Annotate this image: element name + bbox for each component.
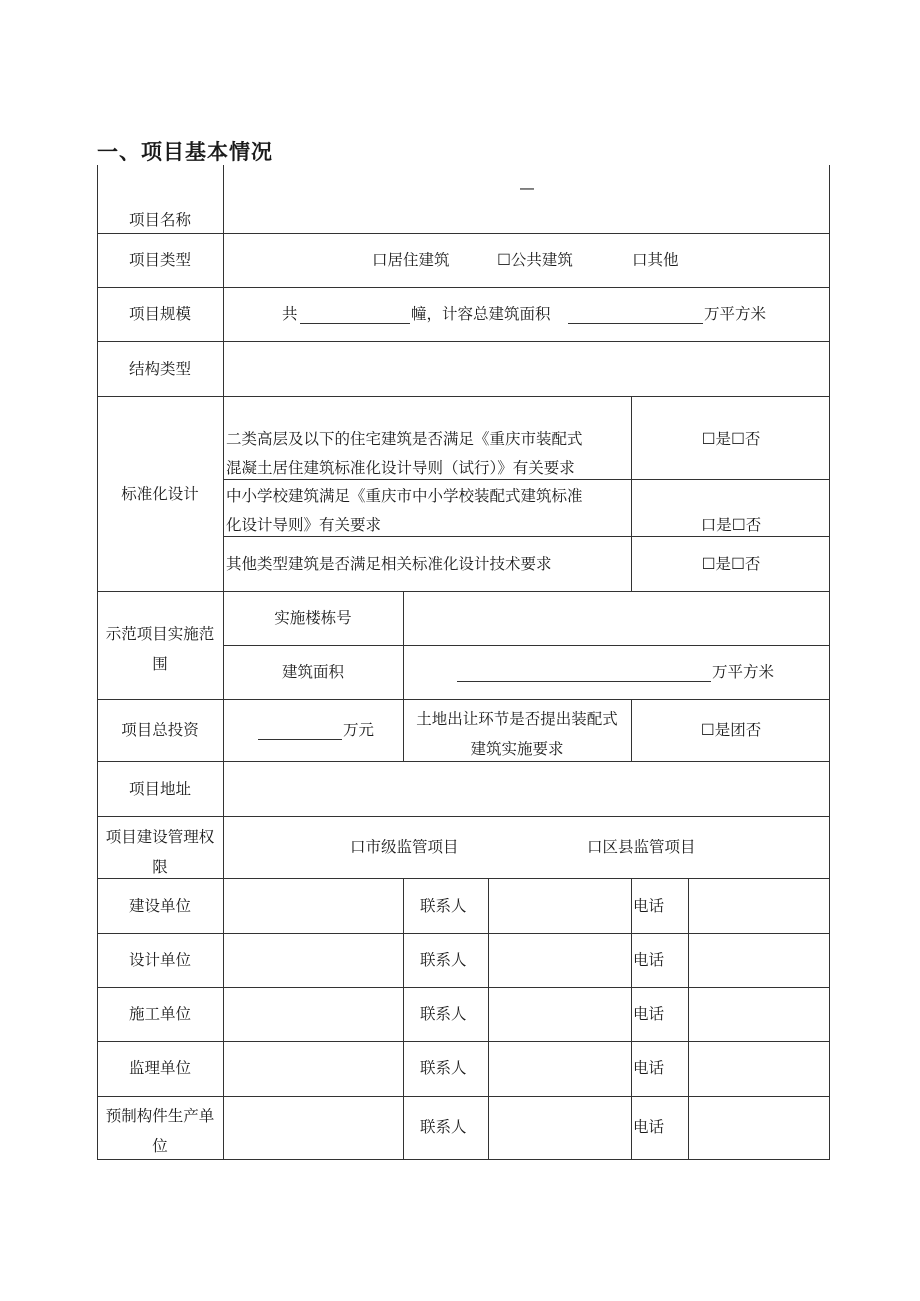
standard-q1-answer[interactable]: ☐是☐否 (701, 430, 761, 448)
row-line (97, 987, 830, 988)
investment-amount-blank[interactable] (258, 739, 342, 740)
label-column-divider (223, 165, 224, 1160)
project-address-label: 项目地址 (128, 780, 192, 798)
standard-q1-line1: 二类高层及以下的住宅建筑是否满足《重庆市装配式 (226, 430, 583, 448)
standard-q3: 其他类型建筑是否满足相关标准化设计技术要求 (226, 555, 552, 573)
authority-option-municipal[interactable]: 口市级监管项目 (350, 838, 459, 856)
land-transfer-answer[interactable]: ☐是团否 (700, 721, 762, 739)
prefab-unit-label-line1: 预制构件生产单 (105, 1107, 215, 1125)
row-line (97, 878, 830, 879)
row-line (223, 645, 830, 646)
builder-unit-label: 施工单位 (128, 1005, 192, 1023)
standard-design-label: 标准化设计 (121, 485, 199, 503)
standard-q1-line2: 混凝土居住建筑标准化设计导则（试行）》有关要求 (226, 459, 575, 477)
units-divider-1 (403, 878, 404, 1160)
standard-q3-answer[interactable]: ☐是☐否 (701, 555, 761, 573)
land-transfer-question-line1: 土地出让环节是否提出装配式 (416, 710, 618, 728)
demo-divider (403, 591, 404, 761)
project-scale-label: 项目规模 (128, 305, 192, 323)
row-line (97, 233, 830, 234)
builder-contact-label: 联系人 (420, 1005, 467, 1023)
building-number-label: 实施楼栋号 (274, 609, 352, 627)
row-line (97, 816, 830, 817)
structure-type-label: 结构类型 (128, 360, 192, 378)
row-line (97, 699, 830, 700)
standard-q2-line1: 中小学校建筑满足《重庆市中小学校装配式建筑标准 (226, 487, 583, 505)
design-unit-label: 设计单位 (128, 951, 192, 969)
table-border-left (97, 165, 98, 1160)
investment-answer-divider (631, 699, 632, 761)
project-name-label: 项目名称 (128, 211, 192, 229)
standard-q2-answer[interactable]: 口是☐否 (700, 516, 762, 534)
supervision-unit-label: 监理单位 (128, 1059, 192, 1077)
demo-scope-label-line1: 示范项目实施范 (105, 625, 215, 643)
row-line (97, 933, 830, 934)
authority-label-line2: 限 (152, 858, 168, 876)
row-line (97, 761, 830, 762)
building-area-unit: 万平方米 (712, 663, 775, 681)
standard-q2-line2: 化设计导则》有关要求 (226, 516, 382, 534)
authority-label-line1: 项目建设管理权 (105, 828, 215, 846)
construction-phone-label: 电话 (633, 897, 665, 915)
row-line (97, 591, 830, 592)
type-option-public[interactable]: ☐公共建筑 (497, 251, 573, 269)
row-line (97, 341, 830, 342)
section-title: 一、项目基本情况 (97, 140, 273, 164)
supervision-contact-label: 联系人 (420, 1059, 467, 1077)
prefab-contact-label: 联系人 (420, 1118, 467, 1136)
investment-unit: 万元 (343, 721, 375, 739)
prefab-unit-label-line2: 位 (152, 1137, 168, 1155)
demo-scope-label-line2: 围 (152, 655, 168, 673)
design-contact-label: 联系人 (420, 951, 467, 969)
project-name-value: — (519, 179, 535, 197)
prefab-phone-label: 电话 (633, 1118, 665, 1136)
supervision-phone-label: 电话 (633, 1059, 665, 1077)
type-option-residential[interactable]: 口居住建筑 (372, 251, 450, 269)
row-line (97, 396, 830, 397)
building-area-blank[interactable] (457, 681, 711, 682)
scale-prefix: 共 (282, 305, 298, 323)
total-area-blank[interactable] (568, 323, 703, 324)
builder-phone-label: 电话 (633, 1005, 665, 1023)
building-count-blank[interactable] (300, 323, 410, 324)
construction-contact-label: 联系人 (420, 897, 467, 915)
scale-unit: 万平方米 (704, 305, 767, 323)
construction-unit-label: 建设单位 (128, 897, 192, 915)
standard-answer-divider (631, 396, 632, 591)
row-line (97, 1041, 830, 1042)
investment-label: 项目总投资 (121, 721, 199, 739)
units-divider-4 (688, 878, 689, 1160)
land-transfer-question-line2: 建筑实施要求 (470, 740, 564, 758)
table-border-right (829, 165, 830, 1160)
building-area-label: 建筑面积 (281, 663, 345, 681)
row-line (97, 287, 830, 288)
table-border-bottom (97, 1159, 830, 1160)
scale-middle-text: 幢，计容总建筑面积 (411, 305, 551, 323)
units-divider-2 (488, 878, 489, 1160)
design-phone-label: 电话 (633, 951, 665, 969)
type-option-other[interactable]: 口其他 (632, 251, 679, 269)
row-line (97, 1096, 830, 1097)
authority-option-district[interactable]: 口区县监管项目 (587, 838, 696, 856)
units-divider-3 (631, 878, 632, 1160)
project-type-label: 项目类型 (128, 251, 192, 269)
